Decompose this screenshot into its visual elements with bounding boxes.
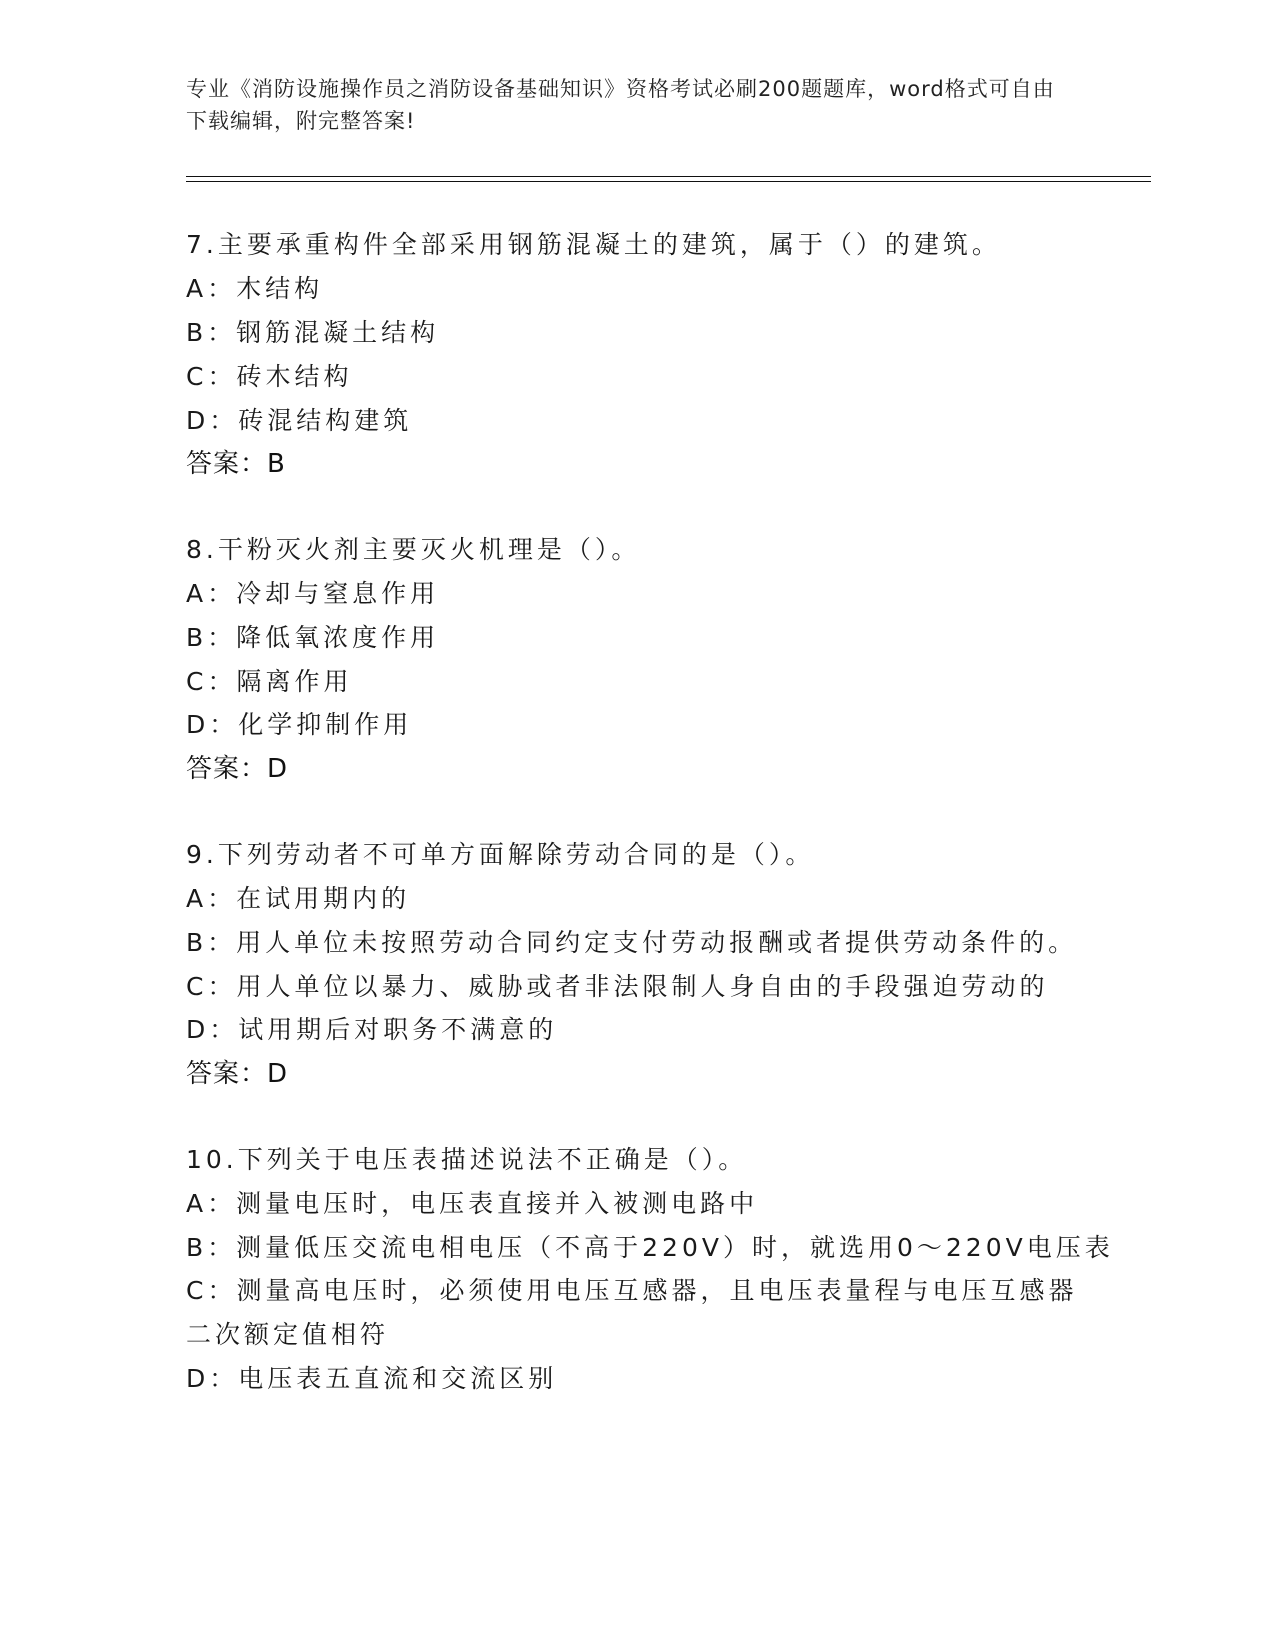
question-9-option-c: C：用人单位以暴力、威胁或者非法限制人身自由的手段强迫劳动的	[186, 972, 1049, 1001]
question-10-option-c: C：测量高电压时，必须使用电压互感器，且电压表量程与电压互感器	[186, 1276, 1078, 1305]
question-9-stem: 9.下列劳动者不可单方面解除劳动合同的是（）。	[186, 840, 815, 869]
document-header: 专业《消防设施操作员之消防设备基础知识》资格考试必刷200题题库，word格式可自由下载编辑，附完整答案!	[186, 77, 1055, 133]
question-7-option-d: D：砖混结构建筑	[186, 406, 413, 435]
question-7-answer: 答案：B	[186, 449, 286, 479]
question-7-option-b: B：钢筋混凝土结构	[186, 318, 440, 347]
question-10-option-d: D：电压表五直流和交流区别	[186, 1364, 558, 1393]
question-9-option-d: D：试用期后对职务不满意的	[186, 1015, 558, 1044]
question-10-option-b: B：测量低压交流电相电压（不高于220V）时，就选用0～220V电压表	[186, 1233, 1114, 1262]
question-8-stem: 8.干粉灭火剂主要灭火机理是（）。	[186, 535, 641, 564]
question-9-answer: 答案：D	[186, 1059, 289, 1089]
question-8-option-a: A：冷却与窒息作用	[186, 579, 440, 608]
question-7-stem: 7.主要承重构件全部采用钢筋混凝土的建筑，属于（）的建筑。	[186, 230, 1001, 259]
question-10-option-c-continued: 二次额定值相符	[186, 1320, 390, 1349]
question-9-option-b: B：用人单位未按照劳动合同约定支付劳动报酬或者提供劳动条件的。	[186, 928, 1078, 957]
question-10-stem: 10.下列关于电压表描述说法不正确是（）。	[186, 1145, 748, 1174]
question-9-option-a: A：在试用期内的	[186, 884, 411, 913]
question-10-option-a: A：测量电压时，电压表直接并入被测电路中	[186, 1189, 759, 1218]
question-8-option-d: D：化学抑制作用	[186, 710, 413, 739]
question-8-answer: 答案：D	[186, 754, 289, 784]
question-7-option-c: C：砖木结构	[186, 362, 353, 391]
question-7-option-a: A：木结构	[186, 274, 324, 303]
header-divider-second	[186, 181, 1151, 182]
question-8-option-b: B：降低氧浓度作用	[186, 623, 440, 652]
header-divider	[186, 176, 1151, 177]
question-8-option-c: C：隔离作用	[186, 667, 353, 696]
